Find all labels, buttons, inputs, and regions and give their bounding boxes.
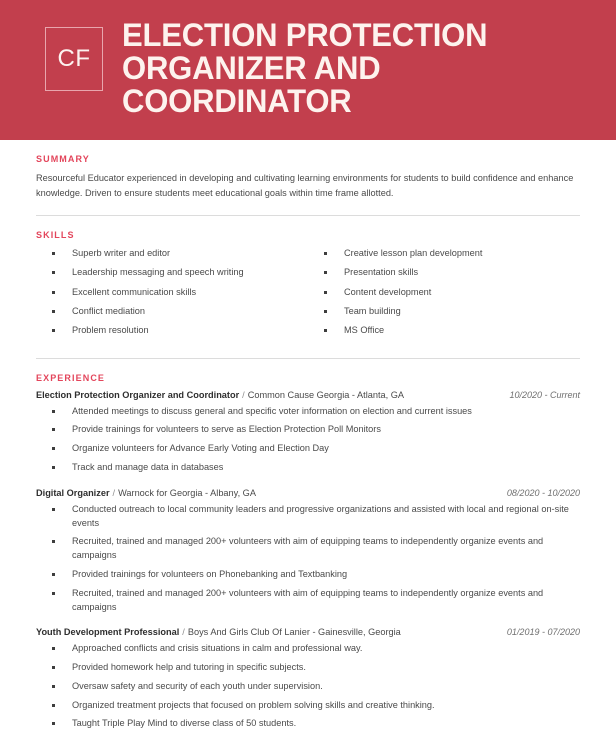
job-bullet-list	[36, 405, 580, 475]
list-item	[36, 717, 580, 731]
monogram-badge	[45, 27, 103, 91]
skills-list-right	[308, 247, 580, 338]
job-title: Election Protection Organizer and Coordinator	[36, 389, 240, 400]
skill-label: Excellent communication skills	[72, 286, 197, 297]
list-item	[308, 286, 580, 299]
experience-entry	[36, 488, 580, 615]
bullet-text: Provided trainings for volunteers on Phonebanking and Textbanking	[72, 568, 348, 579]
list-item	[36, 587, 580, 615]
bullet-text: Taught Triple Play Mind to diverse class of 50 students.	[72, 718, 297, 729]
title-company-separator: /	[112, 487, 116, 498]
skills-column-left	[36, 247, 308, 344]
bullet-text: Approached conflicts and crisis situations in calm and professional way.	[72, 643, 363, 654]
skill-label: Creative lesson plan development	[344, 247, 483, 258]
skill-label: Conflict mediation	[72, 305, 146, 316]
list-item	[36, 405, 580, 419]
job-bullet-list	[36, 503, 580, 615]
section-summary	[36, 140, 580, 201]
skill-label: MS Office	[344, 325, 385, 336]
monogram-initials: CF	[57, 45, 91, 72]
page-title: ELECTION PROTECTION ORGANIZER AND COORDINATOR	[122, 17, 488, 119]
list-item	[36, 503, 580, 531]
list-item	[308, 266, 580, 279]
resume-header-banner	[0, 0, 616, 140]
skills-columns	[36, 247, 580, 344]
job-dates: 01/2019 - 07/2020	[506, 627, 580, 638]
bullet-text: Recruited, trained and managed 200+ volunteers with aim of equipping teams to independently organize events and campaigns	[72, 536, 544, 561]
bullet-text: Organize volunteers for Advance Early Voting and Election Day	[72, 443, 329, 454]
job-company: Warnock for Georgia - Albany, GA	[118, 487, 256, 498]
bullet-text: Conducted outreach to local community leaders and progressive organizations and assisted with local and regional on-site events	[72, 503, 569, 528]
list-item	[308, 247, 580, 260]
job-dates: 08/2020 - 10/2020	[506, 487, 580, 498]
skills-list-left	[36, 247, 308, 338]
bullet-text: Recruited, trained and managed 200+ volunteers with aim of equipping teams to independently organize events and campaigns	[72, 587, 544, 612]
skills-column-right	[308, 247, 580, 344]
bullet-text: Track and manage data in databases	[72, 461, 224, 472]
bullet-text: Attended meetings to discuss general and specific voter information on election and current issues	[72, 405, 472, 416]
list-item	[36, 535, 580, 563]
job-company: Common Cause Georgia - Atlanta, GA	[247, 389, 404, 400]
job-dates: 10/2020 - Current	[509, 389, 580, 400]
list-item	[36, 642, 580, 656]
experience-entry-header	[36, 488, 580, 498]
list-item	[36, 305, 308, 318]
section-heading-summary: SUMMARY	[36, 154, 90, 164]
title-company-separator: /	[182, 627, 185, 638]
list-item	[36, 461, 580, 475]
title-company-separator: /	[242, 389, 245, 400]
job-title: Digital Organizer	[36, 487, 110, 498]
job-company: Boys And Girls Club Of Lanier - Gainesville, Georgia	[187, 627, 401, 638]
job-bullet-list	[36, 642, 580, 731]
experience-entry	[36, 390, 580, 475]
section-heading-experience: EXPERIENCE	[36, 372, 106, 383]
section-heading-skills: SKILLS	[36, 229, 75, 240]
bullet-text: Provided homework help and tutoring in specific subjects.	[72, 662, 306, 673]
list-item	[36, 442, 580, 456]
list-item	[36, 324, 308, 337]
experience-entry-header	[36, 390, 580, 400]
skill-label: Problem resolution	[72, 325, 149, 336]
experience-entry-header	[36, 627, 580, 637]
list-item	[36, 680, 580, 694]
skill-label: Leadership messaging and speech writing	[72, 267, 244, 278]
list-item	[36, 247, 308, 260]
list-item	[36, 568, 580, 582]
experience-entry	[36, 627, 580, 731]
bullet-text: Provide trainings for volunteers to serve as Election Protection Poll Monitors	[72, 424, 381, 435]
resume-body	[0, 140, 616, 731]
list-item	[36, 423, 580, 437]
skill-label: Superb writer and editor	[72, 247, 171, 258]
skill-label: Content development	[344, 286, 432, 297]
summary-text: Resourceful Educator experienced in developing and cultivating learning environments for students to build confidence and enhance knowledge. Driven to ensure students meet educational goals within time frame allotted.	[36, 173, 574, 198]
job-title: Youth Development Professional	[36, 627, 180, 638]
list-item	[308, 305, 580, 318]
bullet-text: Oversaw safety and security of each youth under supervision.	[72, 680, 323, 691]
list-item	[36, 266, 308, 279]
list-item	[308, 324, 580, 337]
section-skills	[36, 216, 580, 344]
experience-headline	[36, 627, 401, 637]
bullet-text: Organized treatment projects that focused on problem solving skills and creative thinking.	[72, 699, 435, 710]
list-item	[36, 661, 580, 675]
experience-headline	[36, 390, 404, 400]
list-item	[36, 286, 308, 299]
experience-headline	[36, 488, 256, 498]
list-item	[36, 699, 580, 713]
section-experience	[36, 359, 580, 731]
skill-label: Presentation skills	[344, 267, 419, 278]
skill-label: Team building	[344, 305, 401, 316]
